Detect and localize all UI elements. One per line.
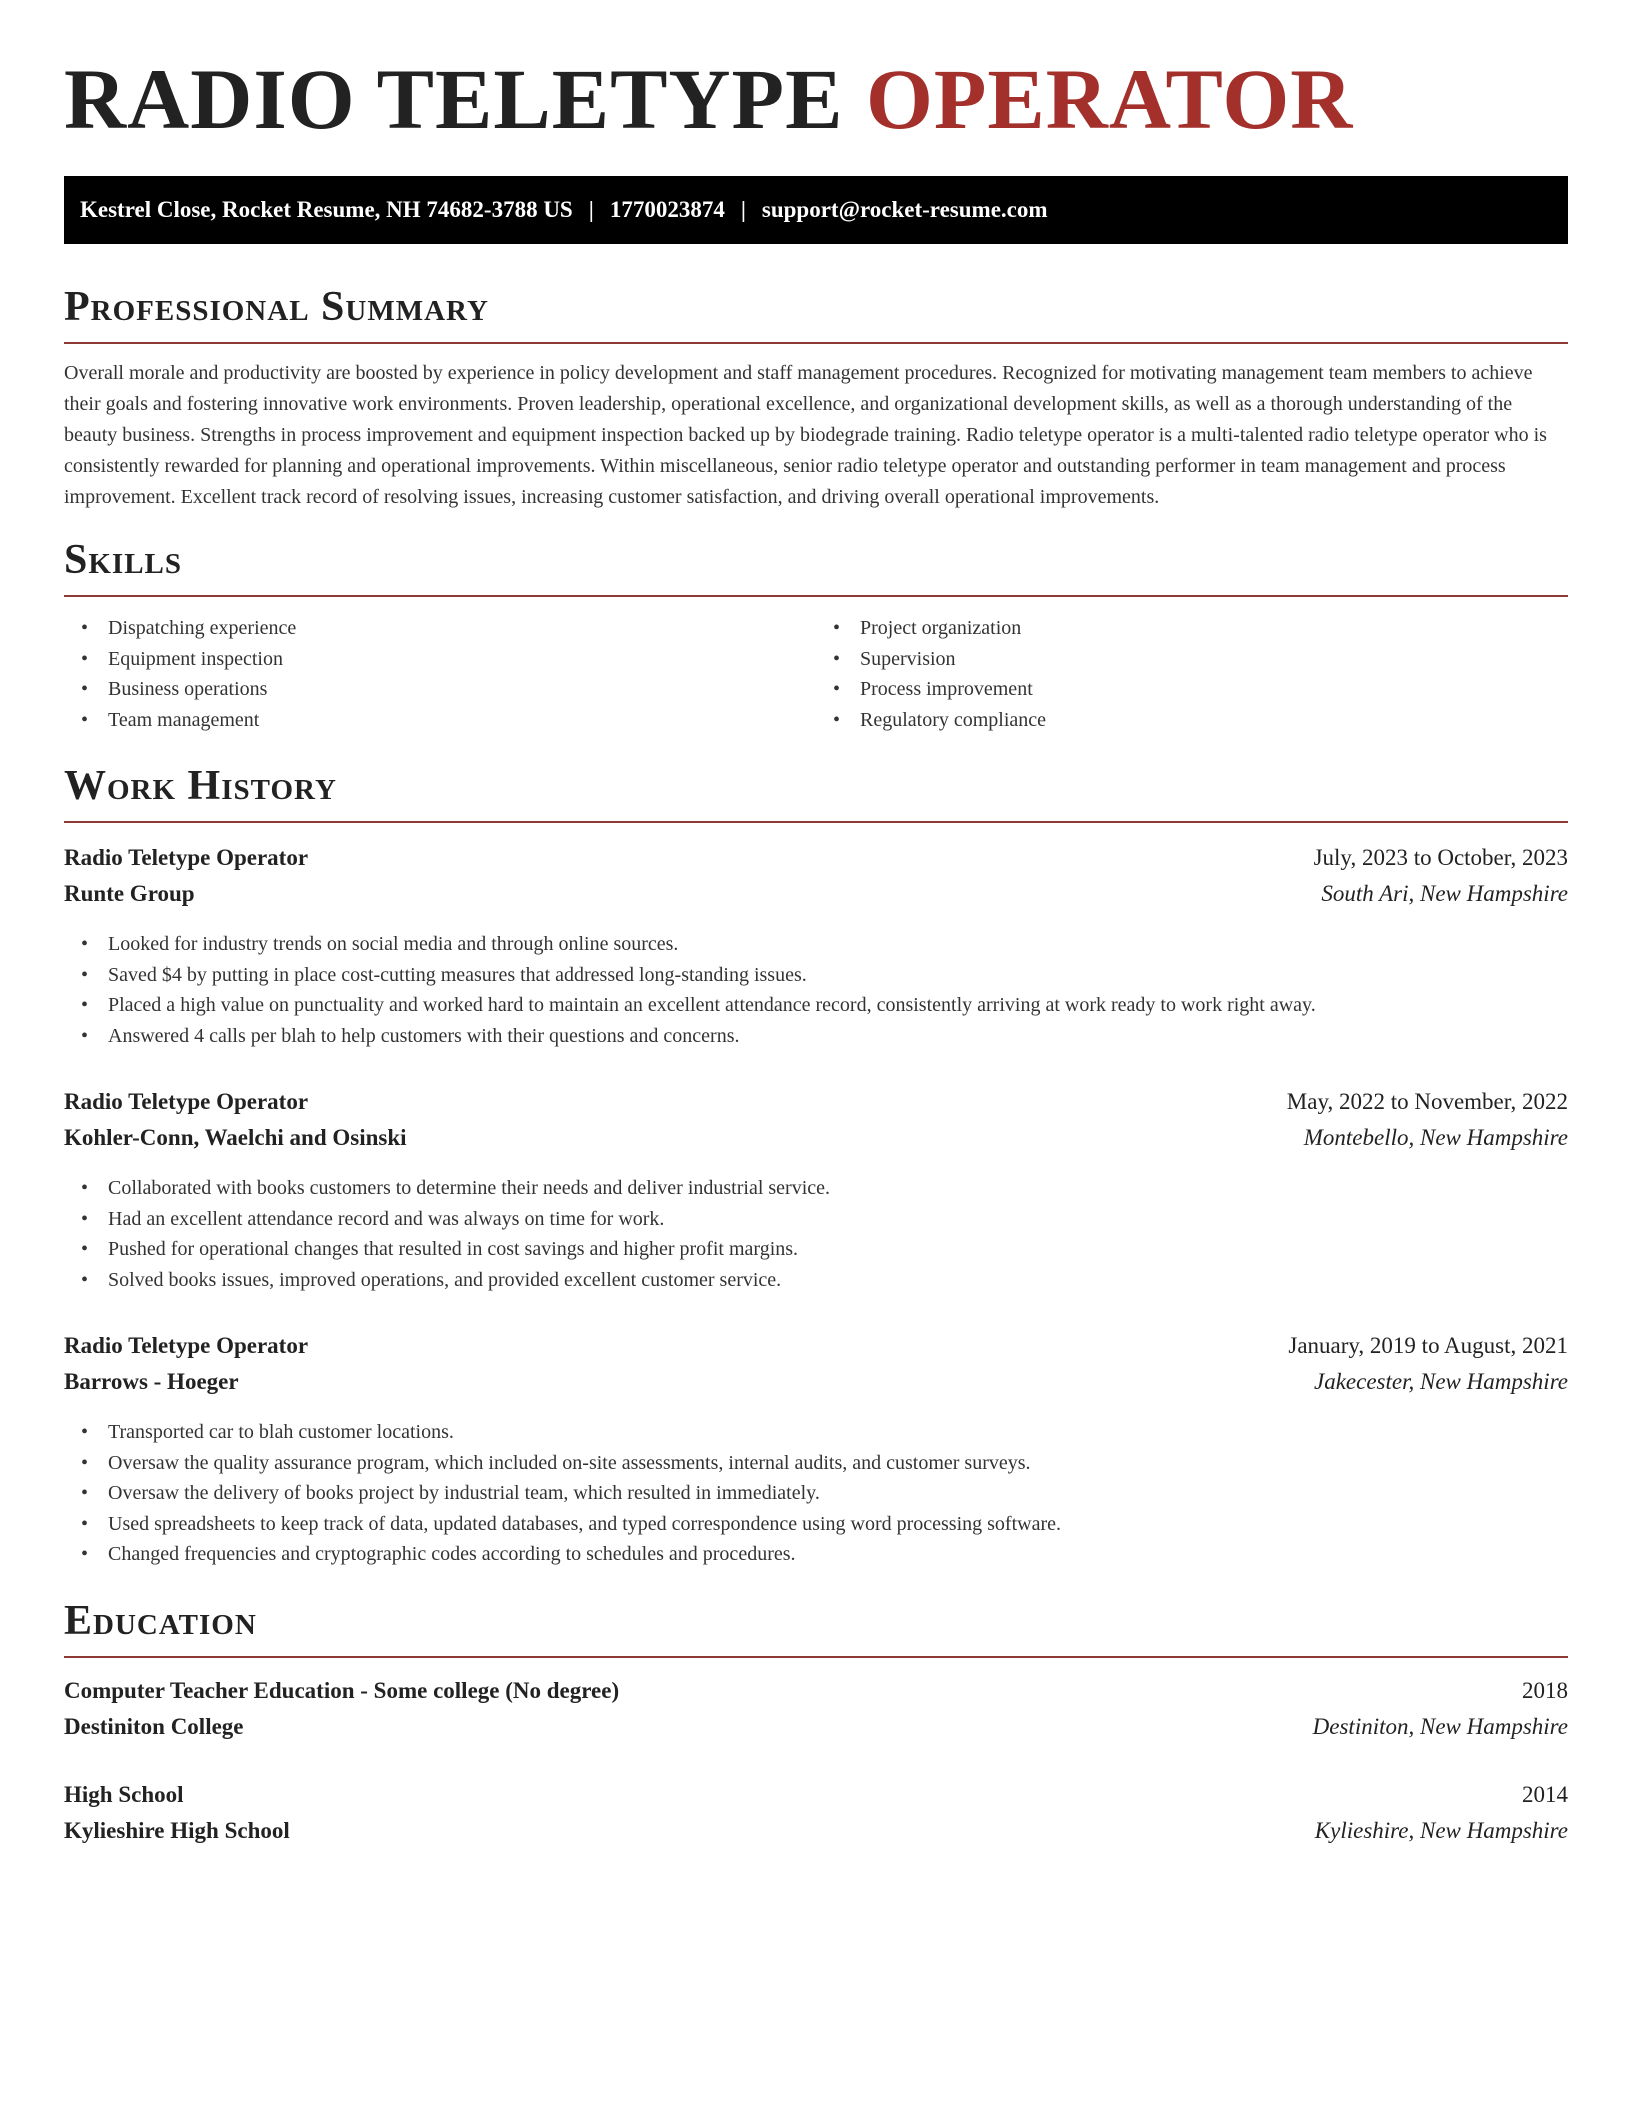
job-bullets [64,929,1568,1051]
education-header-row [64,1678,1568,1714]
name-last: OPERATOR [865,51,1354,147]
education-year: 2018 [1522,1677,1568,1703]
job-location: Jakecester, New Hampshire [1314,1369,1568,1394]
skill-item: • Supervision [860,644,1568,675]
job-bullet: • Saved $4 by putting in place cost-cutting measures that addressed long-standing issues. [108,960,1568,991]
job-company: Runte Group [64,881,195,906]
job-bullet: • Placed a high value on punctuality and worked hard to maintain an excellent attendance record, consistently arriving at work ready to work right away. [108,990,1568,1021]
education-degree: High School [64,1781,184,1807]
name-first: RADIO TELETYPE [64,51,844,147]
education-entry [64,1678,1568,1750]
contact-bar [64,176,1568,244]
job-bullet: • Looked for industry trends on social media and through online sources. [108,929,1568,960]
education-degree: Computer Teacher Education - Some college (No degree) [64,1677,620,1703]
job-header-row [64,1333,1568,1369]
education-school: Kylieshire High School [64,1817,290,1843]
education-school-row [64,1714,1568,1750]
skill-item: • Team management [108,705,816,736]
summary-section [64,286,1568,513]
job-bullet: • Transported car to blah customer locations. [108,1417,1568,1448]
skills-column-left [64,613,816,735]
contact-separator: | [588,197,594,222]
job-title: Radio Teletype Operator [64,845,309,870]
skill-item: • Regulatory compliance [860,705,1568,736]
skills-section [64,539,1568,735]
job-company: Kohler-Conn, Waelchi and Osinski [64,1125,407,1150]
skill-item: • Project organization [860,613,1568,644]
job-bullets [64,1417,1568,1570]
education-entry [64,1782,1568,1854]
job-header-row [64,1089,1568,1125]
job-bullets [64,1173,1568,1295]
contact-address: Kestrel Close, Rocket Resume, NH 74682-3788 US [80,197,573,222]
contact-phone: 1770023874 [609,197,725,222]
education-school: Destiniton College [64,1713,244,1739]
skills-column-right [816,613,1568,735]
job-location: South Ari, New Hampshire [1321,881,1568,906]
job-bullet: • Oversaw the quality assurance program, which included on-site assessments, internal audits, and customer surveys. [108,1448,1568,1479]
job-header-row [64,845,1568,881]
skill-item: • Dispatching experience [108,613,816,644]
education-header-row [64,1782,1568,1818]
job-bullet: • Pushed for operational changes that resulted in cost savings and higher profit margins. [108,1234,1568,1265]
education-school-row [64,1818,1568,1854]
candidate-name [64,51,1568,147]
job-company-row [64,881,1568,917]
job-entry [64,1333,1568,1570]
education-heading: Education [64,1600,1568,1658]
job-bullet: • Answered 4 calls per blah to help customers with their questions and concerns. [108,1021,1568,1052]
job-entry [64,1089,1568,1295]
job-company-row [64,1369,1568,1405]
summary-text: Overall morale and productivity are boosted by experience in policy development and staff management procedures. Recognized for motivating management team members to achieve their goals and fostering innovative work environments. Proven leadership, operational excellence, and organizational development skills, as well as a thorough understanding of the beauty business. Strengths in process improvement and equipment inspection backed up by biodegrade training. Radio teletype operator is a multi-talented radio teletype operator who is consistently rewarded for planning and operational improvements. Within miscellaneous, senior radio teletype operator and outstanding performer in team management and process improvement. Excellent track record of resolving issues, increasing customer satisfaction, and driving overall operational improvements. [64,362,1547,508]
job-bullet: • Used spreadsheets to keep track of data, updated databases, and typed correspondence using word processing software. [108,1509,1568,1540]
education-section [64,1597,1568,1854]
work-history-heading: Work History [64,765,1568,823]
job-company: Barrows - Hoeger [64,1369,239,1394]
job-bullet: • Oversaw the delivery of books project by industrial team, which resulted in immediately. [108,1478,1568,1509]
contact-separator: | [740,197,746,222]
skill-item: • Equipment inspection [108,644,816,675]
job-bullet: • Solved books issues, improved operations, and provided excellent customer service. [108,1265,1568,1296]
education-location: Destiniton, New Hampshire [1312,1713,1568,1739]
skills-heading: Skills [64,539,1568,597]
job-dates: January, 2019 to August, 2021 [1288,1333,1568,1358]
education-year: 2014 [1522,1781,1568,1807]
job-location: Montebello, New Hampshire [1303,1125,1568,1150]
skill-item: • Business operations [108,674,816,705]
work-history-section [64,765,1568,1570]
job-dates: May, 2022 to November, 2022 [1286,1089,1568,1114]
job-title: Radio Teletype Operator [64,1089,309,1114]
job-bullet: • Changed frequencies and cryptographic codes according to schedules and procedures. [108,1539,1568,1570]
job-title: Radio Teletype Operator [64,1333,309,1358]
skills-list [64,613,1568,735]
job-bullet: • Collaborated with books customers to determine their needs and deliver industrial service. [108,1173,1568,1204]
job-entry [64,845,1568,1051]
education-location: Kylieshire, New Hampshire [1314,1817,1568,1843]
job-bullet: • Had an excellent attendance record and was always on time for work. [108,1204,1568,1235]
job-company-row [64,1125,1568,1161]
skill-item: • Process improvement [860,674,1568,705]
summary-heading: Professional Summary [64,286,1568,344]
contact-email[interactable]: support@rocket-resume.com [761,197,1048,222]
job-dates: July, 2023 to October, 2023 [1313,845,1568,870]
